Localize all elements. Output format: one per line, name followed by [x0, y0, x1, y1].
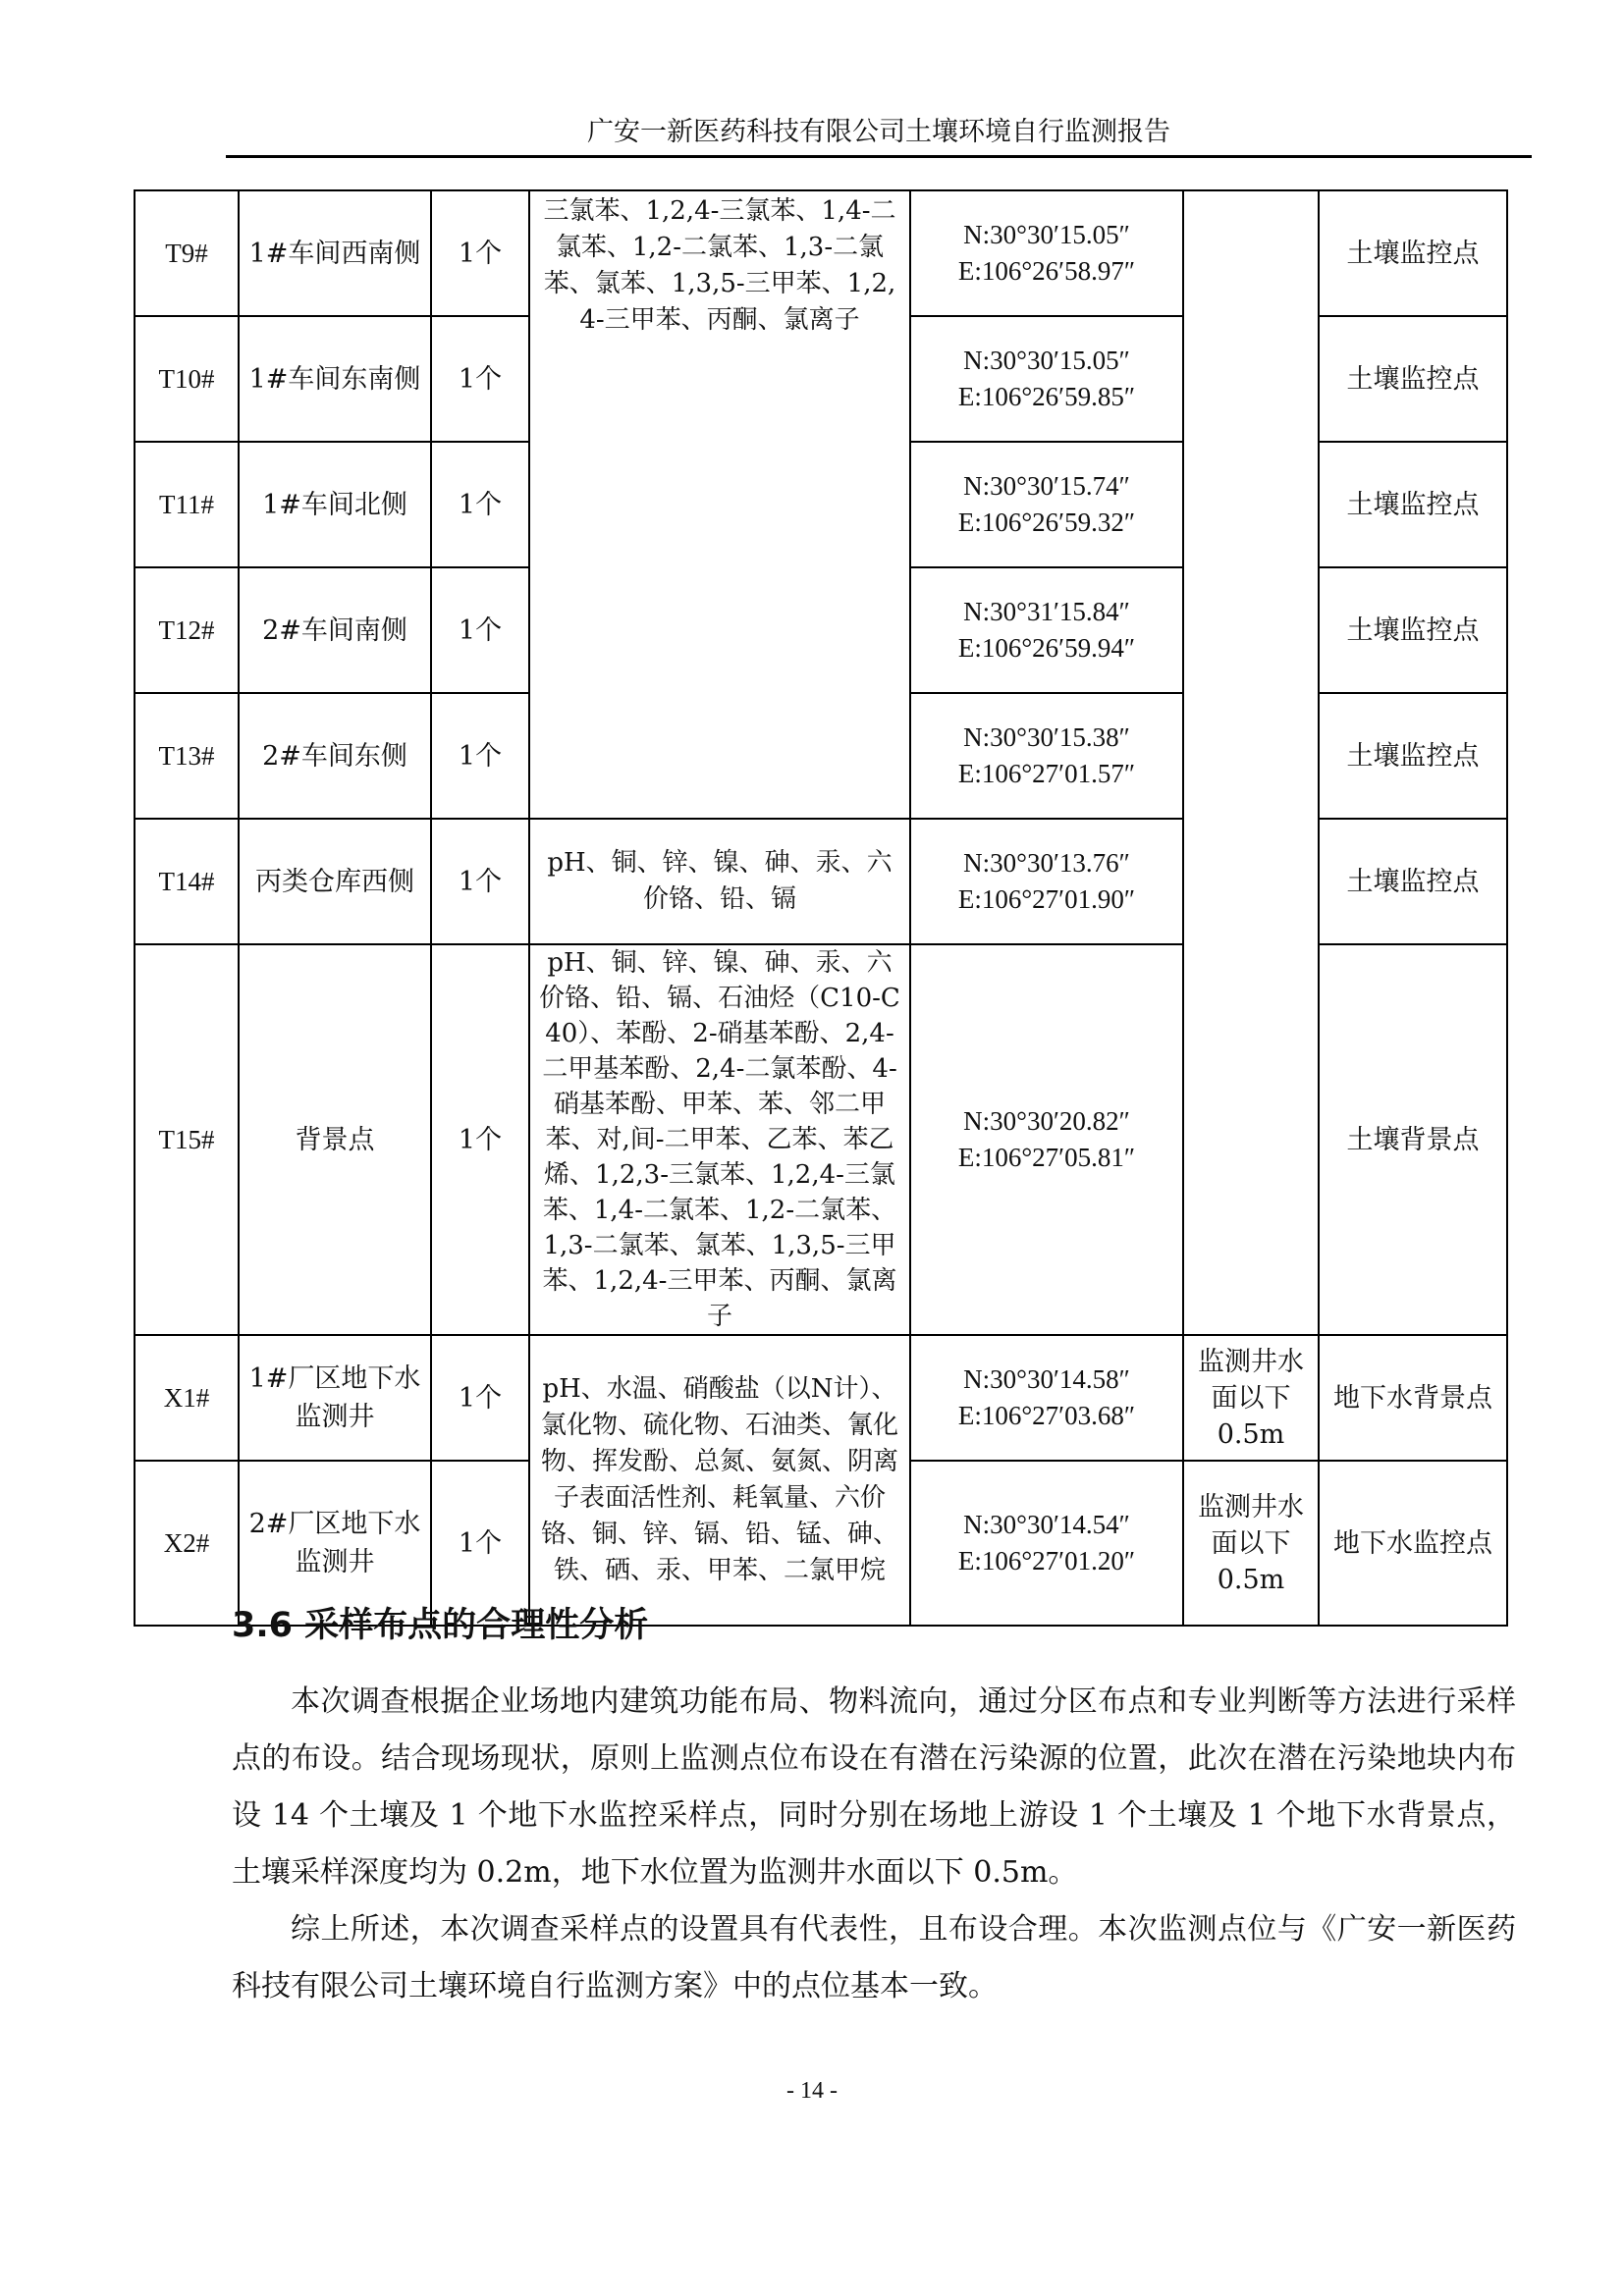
point-location: 丙类仓库西侧: [239, 819, 431, 944]
analysis-items: pH、铜、锌、镍、砷、汞、六价铬、铅、镉: [529, 819, 910, 944]
point-location: 2#车间东侧: [239, 693, 431, 819]
coord-north: N:30°30′20.82″: [963, 1106, 1130, 1136]
point-coordinates: [910, 442, 1183, 567]
point-id: X2#: [135, 1461, 239, 1626]
coord-north: N:30°30′14.54″: [963, 1510, 1130, 1539]
sampling-depth: 监测井水面以下 0.5m: [1183, 1461, 1319, 1626]
point-location: 2#车间南侧: [239, 567, 431, 693]
coord-east: E:106°26′59.85″: [957, 382, 1136, 411]
point-coordinates: [910, 1335, 1183, 1461]
coord-north: N:30°30′14.58″: [963, 1364, 1130, 1394]
coord-north: N:30°30′15.05″: [963, 346, 1130, 375]
point-type: 土壤监控点: [1319, 819, 1507, 944]
page-header: 广安一新医药科技有限公司土壤环境自行监测报告: [226, 110, 1532, 158]
point-coordinates: [910, 693, 1183, 819]
point-location: 背景点: [239, 944, 431, 1335]
point-count: 1个: [431, 693, 529, 819]
point-type: 土壤监控点: [1319, 442, 1507, 567]
point-coordinates: [910, 316, 1183, 442]
point-location: 1#车间东南侧: [239, 316, 431, 442]
point-id: X1#: [135, 1335, 239, 1461]
page-number: - 14 -: [786, 2078, 838, 2104]
coord-east: E:106°27′01.90″: [957, 884, 1136, 914]
point-coordinates: [910, 819, 1183, 944]
monitoring-points-table: [134, 189, 1508, 1627]
paragraph: 综上所述，本次调查采样点的设置具有代表性，且布设合理。本次监测点位与《广安一新医药科技有限公司土壤环境自行监测方案》中的点位基本一致。: [232, 1912, 1516, 2003]
point-count: 1个: [431, 190, 529, 316]
coord-north: N:30°30′15.05″: [963, 220, 1130, 249]
coord-east: E:106°27′01.57″: [957, 759, 1136, 788]
point-coordinates: [910, 190, 1183, 316]
point-count: 1个: [431, 819, 529, 944]
sampling-depth: 监测井水面以下 0.5m: [1183, 1335, 1319, 1461]
point-id: T13#: [135, 693, 239, 819]
point-location: 1#车间西南侧: [239, 190, 431, 316]
paragraph: 本次调查根据企业场地内建筑功能布局、物料流向，通过分区布点和专业判断等方法进行采样点的布设。结合现场现状，原则上监测点位布设在有潜在污染源的位置，此次在潜在污染地块内布设 14 个土壤及 1 个地下水监控采样点，同时分别在场地上游设 1 个土壤及 1 个地下水背景点，土壤采样深度均为 0.2m，地下水位置为监测井水面以下 0.5m。: [232, 1684, 1516, 1890]
point-location: 2#厂区地下水监测井: [239, 1461, 431, 1626]
sampling-depth-merged: [1183, 190, 1319, 1335]
point-coordinates: [910, 1461, 1183, 1626]
point-count: 1个: [431, 567, 529, 693]
coord-east: E:106°26′59.32″: [957, 507, 1136, 537]
point-type: 土壤背景点: [1319, 944, 1507, 1335]
coord-north: N:30°30′13.76″: [963, 848, 1130, 878]
analysis-items-groundwater: pH、水温、硝酸盐（以N计）、氯化物、硫化物、石油类、氰化物、挥发酚、总氮、氨氮、阴离子表面活性剂、耗氧量、六价铬、铜、锌、镉、铅、锰、砷、铁、硒、汞、甲苯、二氯甲烷: [529, 1335, 910, 1626]
coord-east: E:106°27′01.20″: [957, 1546, 1136, 1575]
coord-east: E:106°27′03.68″: [957, 1401, 1136, 1430]
analysis-items-text: 三氯苯、1,2,4-三氯苯、1,4-二氯苯、1,2-二氯苯、1,3-二氯苯、氯苯、1,3,5-三甲苯、1,2,4-三甲苯、丙酮、氯离子: [543, 196, 896, 335]
point-type: 地下水监控点: [1319, 1461, 1507, 1626]
point-id: T15#: [135, 944, 239, 1335]
point-type: 土壤监控点: [1319, 190, 1507, 316]
point-type: 地下水背景点: [1319, 1335, 1507, 1461]
analysis-items-shared: [529, 190, 910, 819]
point-location: 1#车间北侧: [239, 442, 431, 567]
point-coordinates: [910, 944, 1183, 1335]
coord-north: N:30°30′15.38″: [963, 722, 1130, 752]
body-text: [232, 1674, 1516, 2015]
point-id: T11#: [135, 442, 239, 567]
table-row: [135, 190, 1507, 316]
point-count: 1个: [431, 1335, 529, 1461]
point-id: T10#: [135, 316, 239, 442]
point-type: 土壤监控点: [1319, 567, 1507, 693]
section-heading: 3.6 采样布点的合理性分析: [232, 1606, 649, 1645]
point-count: 1个: [431, 1461, 529, 1626]
point-count: 1个: [431, 944, 529, 1335]
point-id: T14#: [135, 819, 239, 944]
point-id: T12#: [135, 567, 239, 693]
table-row: [135, 1335, 1507, 1461]
analysis-items: pH、铜、锌、镍、砷、汞、六价铬、铅、镉、石油烃（C10-C40）、苯酚、2-硝基苯酚、2,4-二甲基苯酚、2,4-二氯苯酚、4-硝基苯酚、甲苯、苯、邻二甲苯、对,间-二甲苯、乙苯、苯乙烯、1,2,3-三氯苯、1,2,4-三氯苯、1,4-二氯苯、1,2-二氯苯、1,3-二氯苯、氯苯、1,3,5-三甲苯、1,2,4-三甲苯、丙酮、氯离子: [529, 944, 910, 1335]
point-count: 1个: [431, 442, 529, 567]
point-location: 1#厂区地下水监测井: [239, 1335, 431, 1461]
point-type: 土壤监控点: [1319, 316, 1507, 442]
point-coordinates: [910, 567, 1183, 693]
coord-east: E:106°26′58.97″: [957, 256, 1136, 286]
coord-north: N:30°31′15.84″: [963, 597, 1130, 626]
coord-east: E:106°27′05.81″: [957, 1143, 1136, 1172]
coord-north: N:30°30′15.74″: [963, 471, 1130, 501]
point-type: 土壤监控点: [1319, 693, 1507, 819]
point-count: 1个: [431, 316, 529, 442]
coord-east: E:106°26′59.94″: [957, 633, 1136, 663]
point-id: T9#: [135, 190, 239, 316]
